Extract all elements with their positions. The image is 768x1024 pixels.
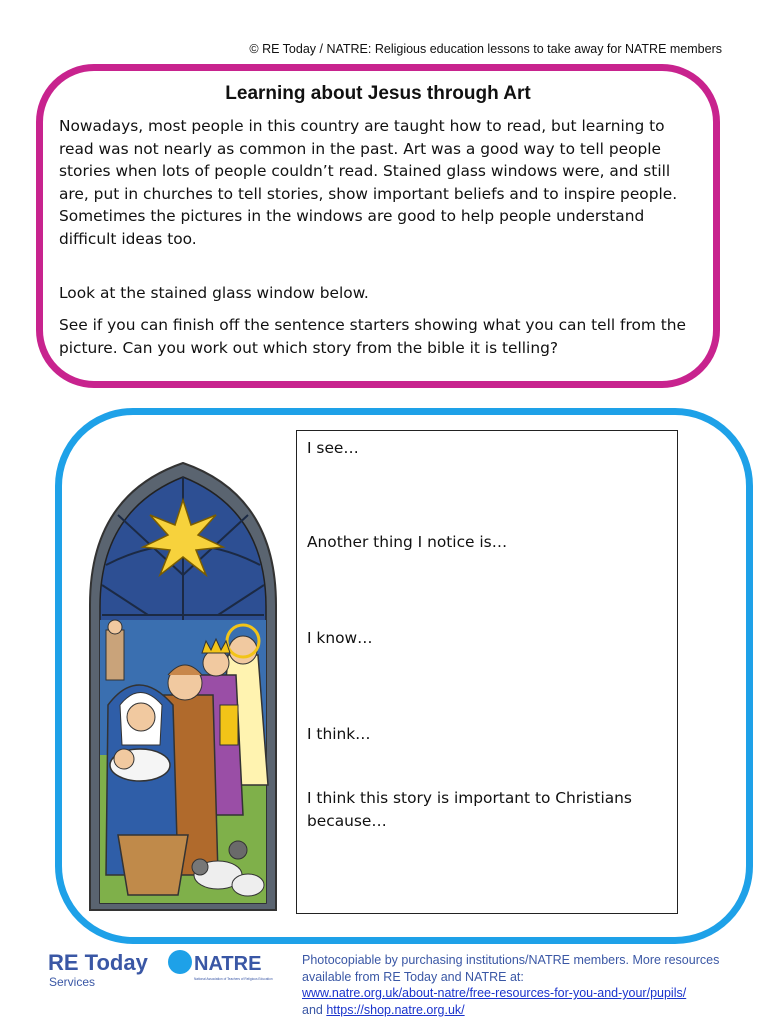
footer-and: and (302, 1002, 323, 1017)
intro-paragraph-3: See if you can finish off the sentence starters showing what you can tell from the picture. Can you work out which story from the bible it is telling? (59, 316, 687, 357)
natre-globe-icon (168, 950, 192, 974)
intro-panel (36, 64, 720, 388)
re-today-natre-logo (48, 944, 280, 994)
stained-glass-window-image (78, 455, 288, 915)
natre-shop-link[interactable]: https://shop.natre.org.uk/ (326, 1002, 465, 1017)
footer-description: Photocopiable by purchasing institutions/NATRE members. More resources available from RE Today and NATRE at: (302, 953, 720, 984)
intro-paragraph-1: Nowadays, most people in this country are taught how to read, but learning to read was not nearly as common in the past. Art was a good way to tell people stories when lots of people couldn’t read. Stained glass windows were, and still are, put in churches to tell stories, show important beliefs and to inspire people. Sometimes the pictures in the windows are good to help people understand difficult ideas too. (59, 117, 678, 248)
natre-free-resources-link[interactable]: www.natre.org.uk/about-natre/free-resources-for-you-and-your/pupils/ (302, 986, 687, 1000)
logo-re-today: RE Today (48, 950, 148, 975)
logo-natre: NATRE (194, 953, 262, 975)
prompt-i-think: I think… (307, 725, 371, 743)
prompt-important-because: I think this story is important to Christians because… (307, 789, 632, 830)
logo-natre-sub: National Association of Teachers of Religious Education (194, 977, 273, 981)
copyright-line: © RE Today / NATRE: Religious education lessons to take away for NATRE members (249, 42, 722, 56)
intro-paragraph-2: Look at the stained glass window below. (59, 284, 369, 302)
logo-services: Services (49, 975, 96, 989)
sentence-starters-box[interactable] (296, 430, 678, 914)
footer-note (302, 952, 742, 1018)
page-title: Learning about Jesus through Art (225, 83, 531, 104)
prompt-another-thing: Another thing I notice is… (307, 533, 508, 551)
prompt-i-see: I see… (307, 439, 359, 457)
prompt-i-know: I know… (307, 629, 373, 647)
